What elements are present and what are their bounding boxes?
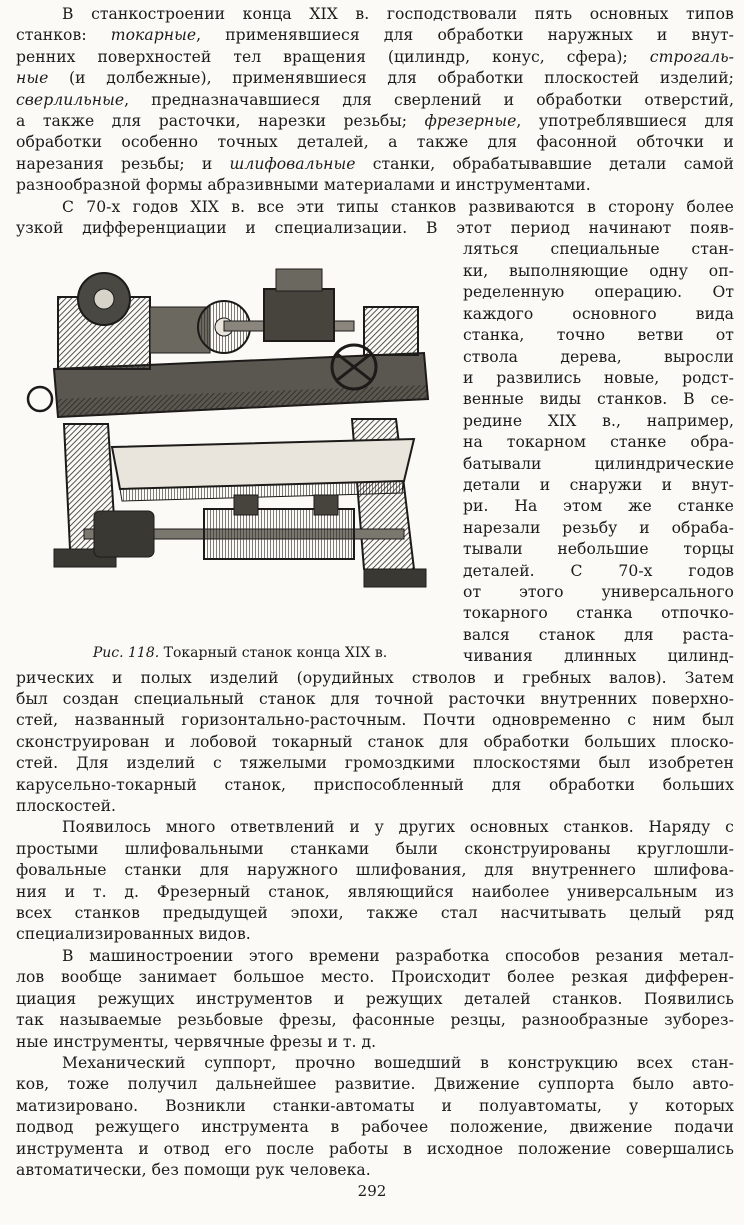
page-body	[16, 4, 734, 1181]
text-line: ренних поверхностей тел вращения (цилиндр, конус, сфера); строгаль-	[16, 47, 734, 66]
text-line: тывали небольшие торцы	[463, 540, 734, 559]
wrapped-column	[463, 239, 734, 667]
text-line: детали и снаружи и внут-	[463, 475, 734, 494]
text-line: деталей. С 70-х годов	[463, 561, 734, 580]
text-line: подвод режущего инструмента в рабочее положение, движение подачи	[16, 1118, 734, 1137]
text-line: В станкостроении конца XIX в. господствовали пять основных типов	[62, 5, 734, 23]
text-line: инструмента и отвод его после работы в исходное положение совершались	[16, 1139, 734, 1158]
text-line: специализированных видов.	[16, 925, 251, 944]
paragraph-3	[16, 817, 734, 945]
text-line: разнообразной формы абразивными материалами и инструментами.	[16, 176, 591, 195]
text-line: стей, названный горизонтально-расточным. Почти одновременно с ним был	[16, 711, 734, 730]
text-line: станка, точно ветви от	[463, 326, 734, 345]
text-line: станков: токарные, применявшиеся для обработки наружных и внут-	[16, 26, 734, 45]
text-line: матизировано. Возникли станки-автоматы и полуавтоматы, у которых	[16, 1096, 734, 1115]
text-line: чивания длинных цилинд-	[463, 647, 734, 666]
paragraph-2	[16, 197, 734, 818]
text-line: батывали цилиндрические	[463, 454, 734, 473]
lathe-figure	[24, 249, 454, 639]
text-line: карусельно-токарный станок, приспособленный для обработки больших	[16, 775, 734, 794]
text-line: а также для расточки, нарезки резьбы; фрезерные, употреблявшиеся для	[16, 112, 734, 131]
text-line: нарезания резьбы; и шлифовальные станки, обрабатывавшие детали самой	[16, 154, 734, 173]
text-line: простыми шлифовальными станками были сконструированы круглошли-	[16, 839, 734, 858]
paragraph-1	[16, 4, 734, 197]
text-line: С 70-х годов XIX в. все эти типы станков развиваются в сторону более	[62, 197, 734, 216]
text-line: и развились новые, родст-	[463, 368, 734, 387]
text-line: В машиностроении этого времени разработка способов резания метал-	[62, 946, 734, 965]
text-line: так называемые резьбовые фрезы, фасонные резцы, разнообразные зуборез-	[16, 1011, 734, 1030]
figure-caption-text: Токарный станок конца XIX в.	[163, 645, 388, 662]
text-line: токарного станка отпочко-	[463, 604, 734, 623]
text-line: ки, выполняющие одну оп-	[463, 261, 734, 280]
text-line: ри. На этом же станке	[463, 497, 734, 516]
text-line: ные (и долбежные), применявшиеся для обработки плоскостей изделий;	[16, 69, 734, 88]
page-number: 292	[357, 1182, 387, 1200]
text-line: редине XIX в., например,	[463, 411, 734, 430]
text-line: вался станок для раста-	[463, 625, 734, 644]
lathe-illustration-icon	[24, 249, 454, 629]
paragraph-4	[16, 946, 734, 1053]
text-line: всех станков предыдущей эпохи, также стал насчитывать целый ряд	[16, 904, 734, 923]
text-line: узкой дифференциации и специализации. В этот период начинают появ-	[16, 219, 734, 238]
text-line: ределенную операцию. От	[463, 283, 734, 302]
text-line: обработки особенно точных деталей, а также для фасонной обточки и	[16, 133, 734, 152]
figure-caption	[30, 645, 450, 661]
text-line: автоматически, без помощи рук человека.	[16, 1160, 371, 1179]
figure-wrap	[16, 239, 734, 667]
figure-caption-label: Рис. 118.	[92, 645, 160, 662]
paragraph-5	[16, 1053, 734, 1181]
text-line: на токарном станке обра-	[463, 433, 734, 452]
text-line: циация режущих инструментов и режущих деталей станков. Появились	[16, 989, 734, 1008]
text-line: каждого основного вида	[463, 304, 734, 323]
text-line: сверлильные, предназначавшиеся для сверлений и обработки отверстий,	[16, 90, 734, 109]
text-line: ляться специальные стан-	[463, 240, 734, 259]
text-line: нарезали резьбу и обраба-	[463, 518, 734, 537]
text-line: ков, тоже получил дальнейшее развитие. Движение суппорта было авто-	[16, 1075, 734, 1094]
text-line: ствола дерева, выросли	[463, 347, 734, 366]
text-line: сконструирован и лобовой токарный станок для обработки больших плоско-	[16, 732, 734, 751]
text-line: Появилось много ответвлений и у других основных станков. Наряду с	[62, 818, 734, 837]
text-line: Механический суппорт, прочно вошедший в конструкцию всех стан-	[62, 1053, 734, 1072]
text-line: ния и т. д. Фрезерный станок, являющийся наиболее универсальным из	[16, 882, 734, 901]
text-line: плоскостей.	[16, 797, 117, 816]
text-line: ные инструменты, червячные фрезы и т. д.	[16, 1032, 377, 1051]
text-line: фовальные станки для наружного шлифования, для внутреннего шлифова-	[16, 861, 734, 880]
text-line: был создан специальный станок для точной расточки внутренних поверхно-	[16, 690, 734, 708]
text-line: венные виды станков. В се-	[463, 390, 734, 409]
text-line: стей. Для изделий с тяжелыми громоздкими плоскостями был изобретен	[16, 754, 734, 773]
text-line: лов вообще занимает большое место. Происходит более резкая дифферен-	[16, 968, 734, 987]
text-line: рических и полых изделий (орудийных стволов и гребных валов). Затем	[16, 668, 734, 687]
text-line: от этого универсального	[463, 582, 734, 601]
